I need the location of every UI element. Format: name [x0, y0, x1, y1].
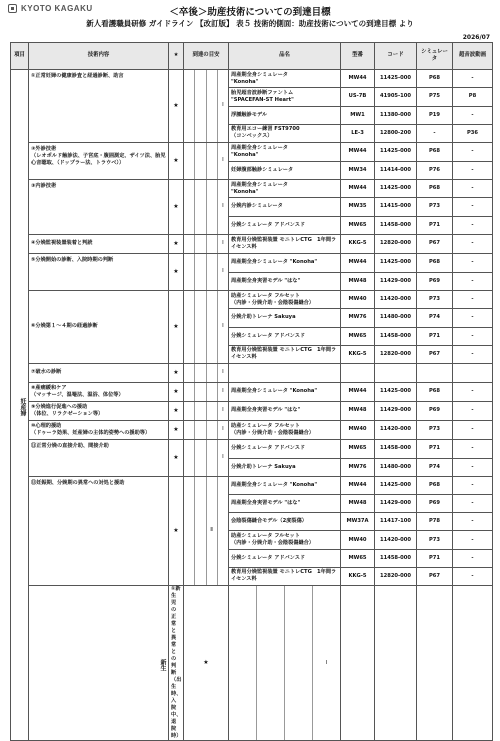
model-cell: US-7B — [341, 88, 375, 106]
product-cell: 周産期全身シミュレータ "Konoha" — [229, 180, 341, 198]
table-row — [11, 254, 493, 273]
item-5: ⑤分娩開始の診断、入院時期の判断 — [29, 254, 169, 291]
code-cell: 11458-000 — [375, 216, 417, 234]
video-page: - — [453, 345, 493, 363]
model-cell: MW34 — [341, 161, 375, 180]
item-9: ⑨分娩進行促進への援助 （体位、リラクゼーション等） — [29, 402, 169, 421]
simulator-page: P19 — [417, 106, 453, 124]
video-page: - — [453, 421, 493, 440]
simulator-page: P73 — [417, 531, 453, 549]
simulator-page: P68 — [417, 180, 453, 198]
video-page: - — [453, 143, 493, 162]
model-cell: MW35 — [341, 198, 375, 216]
code-cell: 11425-000 — [375, 254, 417, 273]
model-cell: MW65 — [341, 327, 375, 345]
product-cell: 周産期全身実習モデル "はな" — [229, 402, 341, 421]
product-cell: 胎児超音波診断ファントム "SPACEFAN-ST Heart" — [229, 88, 341, 106]
video-page: - — [453, 531, 493, 549]
simulator-page: P67 — [417, 567, 453, 585]
product-cell: 分娩シミュレータ アドバンスド — [229, 216, 341, 234]
table-row — [11, 383, 493, 402]
item-3: ③内診技術 — [29, 180, 169, 235]
model-cell: MW44 — [341, 143, 375, 162]
simulator-page: P68 — [417, 143, 453, 162]
model-cell: KKG-5 — [341, 567, 375, 585]
code-cell: 12820-000 — [375, 345, 417, 363]
video-page: - — [453, 567, 493, 585]
table-row — [11, 586, 493, 741]
item-2: ②外診技術 （レオポルド触診法、子宮底・腹囲測定、ザイツ法、胎児心音聴取、（ドップラー法、トラウベ）） — [29, 143, 169, 180]
table-row — [11, 291, 493, 309]
table-row — [11, 235, 493, 254]
star-12: ★ — [169, 477, 184, 586]
product-cell: 周産期全身シミュレータ "Konoha" — [229, 477, 341, 495]
page-subtitle: 新人看護職員研修 ガイドライン 【改訂版】 表５ 技術的側面：助産技術についての到達目標 より — [86, 19, 414, 28]
star-n1: ★ — [184, 586, 229, 741]
code-cell: 11429-000 — [375, 402, 417, 421]
product-cell: 助産シミュレータ フルセット （内診・分娩介助・会陰裂傷縫合） — [229, 291, 341, 309]
video-page: - — [453, 309, 493, 327]
product-cell: 教育用分娩監視装置 モニトレCTG 1年間ライセンス料 — [229, 567, 341, 585]
model-cell: MW40 — [341, 291, 375, 309]
table-row — [11, 440, 493, 459]
code-cell: 11380-000 — [375, 106, 417, 124]
model-cell: MW40 — [341, 531, 375, 549]
product-cell: 分娩内診シミュレータ — [229, 198, 341, 216]
header-level: 到達の目安 — [184, 43, 229, 70]
level-7: Ⅰ — [222, 369, 224, 376]
model-cell: MW37A — [341, 513, 375, 531]
code-cell: 11420-000 — [375, 291, 417, 309]
video-page: - — [453, 235, 493, 254]
video-page: - — [453, 402, 493, 421]
product-cell: 周産期全身実習モデル "はな" — [229, 272, 341, 291]
item-1: ①正常妊婦の健康診査と経過診断、助言 — [29, 70, 169, 143]
level-3: Ⅰ — [222, 203, 224, 210]
model-cell: MW44 — [341, 383, 375, 402]
video-page: - — [453, 216, 493, 234]
product-cell: 周産期全身シミュレータ "Konoha" — [229, 383, 341, 402]
product-cell: 助産シミュレータ フルセット （内診・分娩介助・会陰裂傷縫合） — [229, 421, 341, 440]
video-page: - — [453, 180, 493, 198]
video-page: - — [453, 272, 493, 291]
model-cell: MW44 — [341, 254, 375, 273]
model-cell: MW76 — [341, 309, 375, 327]
model-cell: LE-3 — [341, 124, 375, 142]
simulator-page: P74 — [417, 458, 453, 477]
code-cell: 11425-000 — [375, 477, 417, 495]
level-6: Ⅰ — [222, 323, 224, 330]
code-cell: 11458-000 — [375, 327, 417, 345]
table-row — [11, 364, 493, 383]
video-page: - — [453, 70, 493, 88]
simulator-page: P71 — [417, 549, 453, 567]
newborn-item-1: ①新生児の正常と異常との判断 （出生時、入院中、退院時） — [169, 586, 184, 741]
code-cell: 11480-000 — [375, 458, 417, 477]
header-code: コード — [375, 43, 417, 70]
code-cell: 11429-000 — [375, 272, 417, 291]
item-4: ④分娩監視装置装着と判読 — [29, 235, 169, 254]
header-model: 型番 — [341, 43, 375, 70]
code-cell: 12820-000 — [375, 235, 417, 254]
level-4: Ⅰ — [222, 240, 224, 247]
star-11: ★ — [169, 440, 184, 477]
video-page: - — [453, 291, 493, 309]
logo-text: KYOTO KAGAKU — [21, 3, 93, 13]
level-10: Ⅰ — [222, 426, 224, 433]
model-cell: MW48 — [341, 402, 375, 421]
model-cell: MW44 — [341, 180, 375, 198]
star-9: ★ — [169, 402, 184, 421]
product-cell: 周産期全身シミュレータ "Konoha" — [229, 254, 341, 273]
level-11: Ⅰ — [222, 454, 224, 461]
code-cell: 41905-100 — [375, 88, 417, 106]
product-cell: 周産期全身シミュレータ "Konoha" — [229, 70, 341, 88]
simulator-page: P67 — [417, 235, 453, 254]
model-cell: MW65 — [341, 216, 375, 234]
video-page: - — [453, 254, 493, 273]
video-page: - — [453, 327, 493, 345]
video-page: - — [453, 549, 493, 567]
code-cell: 11417-100 — [375, 513, 417, 531]
level-12: Ⅱ — [207, 477, 218, 585]
simulator-page: P69 — [417, 495, 453, 513]
simulator-page: P75 — [417, 88, 453, 106]
simulator-page: P71 — [417, 327, 453, 345]
item-11: ⑪正常分娩の直接介助、間接介助 — [29, 440, 169, 477]
code-cell: 12800-200 — [375, 124, 417, 142]
table-row — [11, 143, 493, 162]
star-2: ★ — [169, 143, 184, 180]
table-row — [11, 477, 493, 495]
level-2: Ⅰ — [222, 157, 224, 164]
category-pregnancy: 妊産婦 — [11, 70, 29, 741]
product-cell: 分娩シミュレータ アドバンスド — [229, 327, 341, 345]
video-page: - — [453, 106, 493, 124]
header-simulator: シミュレータ — [417, 43, 453, 70]
product-cell: 教育用分娩監視装置 モニトレCTG 1年間ライセンス料 — [229, 345, 341, 363]
product-cell: 分娩シミュレータ アドバンスド — [229, 549, 341, 567]
video-page: - — [453, 161, 493, 180]
code-cell: 11425-000 — [375, 180, 417, 198]
product-cell: 浮腫触診モデル — [229, 106, 341, 124]
star-5: ★ — [169, 254, 184, 291]
simulator-page: P74 — [417, 309, 453, 327]
video-page: P8 — [453, 88, 493, 106]
video-page: - — [453, 383, 493, 402]
simulator-page: P73 — [417, 291, 453, 309]
level-9: Ⅰ — [222, 407, 224, 414]
simulator-page: P68 — [417, 254, 453, 273]
code-cell: 11425-000 — [375, 383, 417, 402]
simulator-page: - — [417, 124, 453, 142]
star-8: ★ — [169, 383, 184, 402]
model-cell: KKG-5 — [341, 345, 375, 363]
simulator-page: P78 — [417, 513, 453, 531]
header-content: 技術内容 — [29, 43, 169, 70]
item-6: ⑥分娩第１～４期の経過診断 — [29, 291, 169, 364]
star-6: ★ — [169, 291, 184, 364]
model-cell: MW76 — [341, 458, 375, 477]
model-cell: KKG-5 — [341, 235, 375, 254]
star-10: ★ — [169, 421, 184, 440]
model-cell: MW44 — [341, 477, 375, 495]
code-cell: 11425-000 — [375, 143, 417, 162]
header-product: 品名 — [229, 43, 341, 70]
product-cell: 助産シミュレータ フルセット （内診・分娩介助・会陰裂傷縫合） — [229, 531, 341, 549]
video-page: - — [453, 440, 493, 459]
item-12: ⑫妊娠期、分娩期の異常への対処と援助 — [29, 477, 169, 586]
product-cell: 会陰裂傷縫合モデル（2度裂傷） — [229, 513, 341, 531]
simulator-page: P71 — [417, 216, 453, 234]
simulator-page: P68 — [417, 383, 453, 402]
product-cell: 教育用分娩監視装置 モニトレCTG 1年間ライセンス料 — [229, 235, 341, 254]
simulator-page: P68 — [417, 477, 453, 495]
simulator-page: P68 — [417, 70, 453, 88]
code-cell: 11429-000 — [375, 495, 417, 513]
simulator-page: P71 — [417, 440, 453, 459]
table-row — [11, 70, 493, 88]
item-10: ⑩心理的援助 （ドゥーラ効果、妊産婦の主体的姿勢への援助等） — [29, 421, 169, 440]
table-row — [11, 402, 493, 421]
table-row — [11, 421, 493, 440]
model-cell: MW48 — [341, 272, 375, 291]
video-page: - — [453, 198, 493, 216]
product-cell: 分娩介助トレーナ Sakuya — [229, 309, 341, 327]
star-3: ★ — [169, 180, 184, 235]
simulator-page: P69 — [417, 402, 453, 421]
simulator-page: P76 — [417, 161, 453, 180]
product-cell: 教育用エコー練習 FST9700 （コンベックス） — [229, 124, 341, 142]
simulator-page: P73 — [417, 421, 453, 440]
item-8: ⑧産痛緩和ケア （マッサージ、温罨法、温浴、体位等） — [29, 383, 169, 402]
code-cell: 11415-000 — [375, 198, 417, 216]
video-page: - — [453, 477, 493, 495]
table-header-row — [11, 43, 493, 70]
header-star: ★ — [169, 43, 184, 70]
table-row — [11, 180, 493, 198]
simulator-page: P73 — [417, 198, 453, 216]
code-cell: 12820-000 — [375, 567, 417, 585]
header-category: 項目 — [11, 43, 29, 70]
simulator-page: P67 — [417, 345, 453, 363]
category-newborn: 新生 — [29, 586, 169, 741]
model-cell: MW1 — [341, 106, 375, 124]
product-cell: 分娩介助トレーナ Sakuya — [229, 458, 341, 477]
level-8: Ⅰ — [222, 388, 224, 395]
video-page: - — [453, 495, 493, 513]
code-cell: 11420-000 — [375, 531, 417, 549]
level-5: Ⅰ — [222, 268, 224, 275]
document-date: 2026/07 — [462, 34, 490, 41]
simulator-page: P69 — [417, 272, 453, 291]
star-1: ★ — [169, 70, 184, 143]
code-cell: 11458-000 — [375, 549, 417, 567]
code-cell: 11420-000 — [375, 421, 417, 440]
product-cell: 分娩シミュレータ アドバンスド — [229, 440, 341, 459]
star-7: ★ — [169, 364, 184, 383]
item-7: ⑦破水の診断 — [29, 364, 169, 383]
video-page: - — [453, 513, 493, 531]
product-cell: 周産期全身実習モデル "はな" — [229, 495, 341, 513]
page-title: ＜卒後＞助産技術についての到達目標 — [169, 7, 331, 18]
model-cell: MW40 — [341, 421, 375, 440]
level-n1: Ⅰ — [325, 659, 328, 666]
code-cell: 11458-000 — [375, 440, 417, 459]
star-4: ★ — [169, 235, 184, 254]
model-cell: MW48 — [341, 495, 375, 513]
product-cell: 妊婦腹部触診シミュレータ — [229, 161, 341, 180]
code-cell: 11414-000 — [375, 161, 417, 180]
model-cell: MW44 — [341, 70, 375, 88]
code-cell: 11425-000 — [375, 70, 417, 88]
target-skills-table — [10, 42, 493, 741]
header-video: 超音波動画 — [453, 43, 493, 70]
video-page: - — [453, 458, 493, 477]
code-cell: 11480-000 — [375, 309, 417, 327]
level-1: Ⅰ — [222, 102, 224, 109]
model-cell: MW65 — [341, 549, 375, 567]
model-cell: MW65 — [341, 440, 375, 459]
product-cell: 周産期全身シミュレータ "Konoha" — [229, 143, 341, 162]
video-page: P36 — [453, 124, 493, 142]
